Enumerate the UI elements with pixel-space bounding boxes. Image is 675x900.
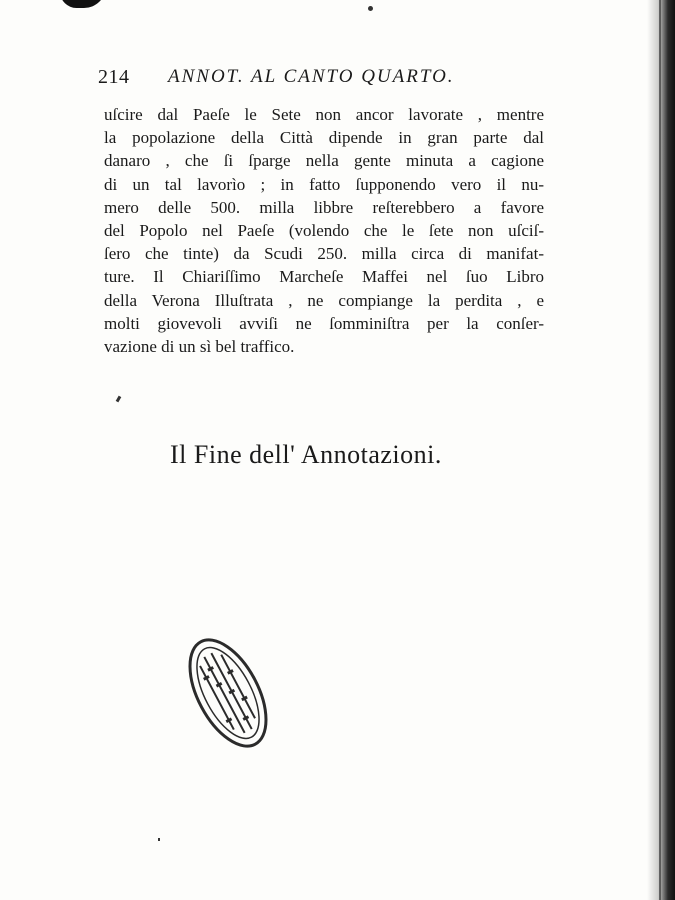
end-title: Il Fine dell' Annotazioni. [170,440,442,469]
text-line: la popolazione della Città dipende in gran parte dal [104,128,544,148]
binding-edge-line [659,0,661,900]
text-line: ſero che tinte) da Scudi 250. milla circa di manifat- [104,244,544,264]
library-stamp-icon [178,628,278,758]
text-line: molti giovevoli avviſi ne ſomminiſtra per la conſer- [104,313,544,333]
running-head [98,62,538,92]
body-paragraph [104,103,544,358]
text-line: vazione di un sì bel traffico. [104,336,295,356]
text-line: di un tal lavorìo ; in fatto ſupponendo vero il nu- [104,174,544,194]
ink-speck [368,6,373,11]
text-line: mero delle 500. milla libbre reſterebbero a favore [104,197,544,217]
ink-mark [116,396,122,403]
running-title: ANNOT. AL CANTO QUARTO. [168,66,455,87]
text-line: danaro , che ſi ſparge nella gente minuta a cagione [104,151,544,171]
text-line: del Popolo nel Paeſe (volendo che le ſete non uſciſ- [104,220,544,240]
scan-blot [60,0,106,8]
text-line: della Verona Illuſtrata , ne compiange la perdita , e [104,290,544,310]
text-line: uſcire dal Paeſe le Sete non ancor lavorate , mentre [104,105,544,124]
text-line: ture. Il Chiariſſimo Marcheſe Maffei nel ſuo Libro [104,267,544,287]
binding-gutter [647,0,675,900]
ink-mark [158,838,160,841]
page-number: 214 [98,66,130,88]
